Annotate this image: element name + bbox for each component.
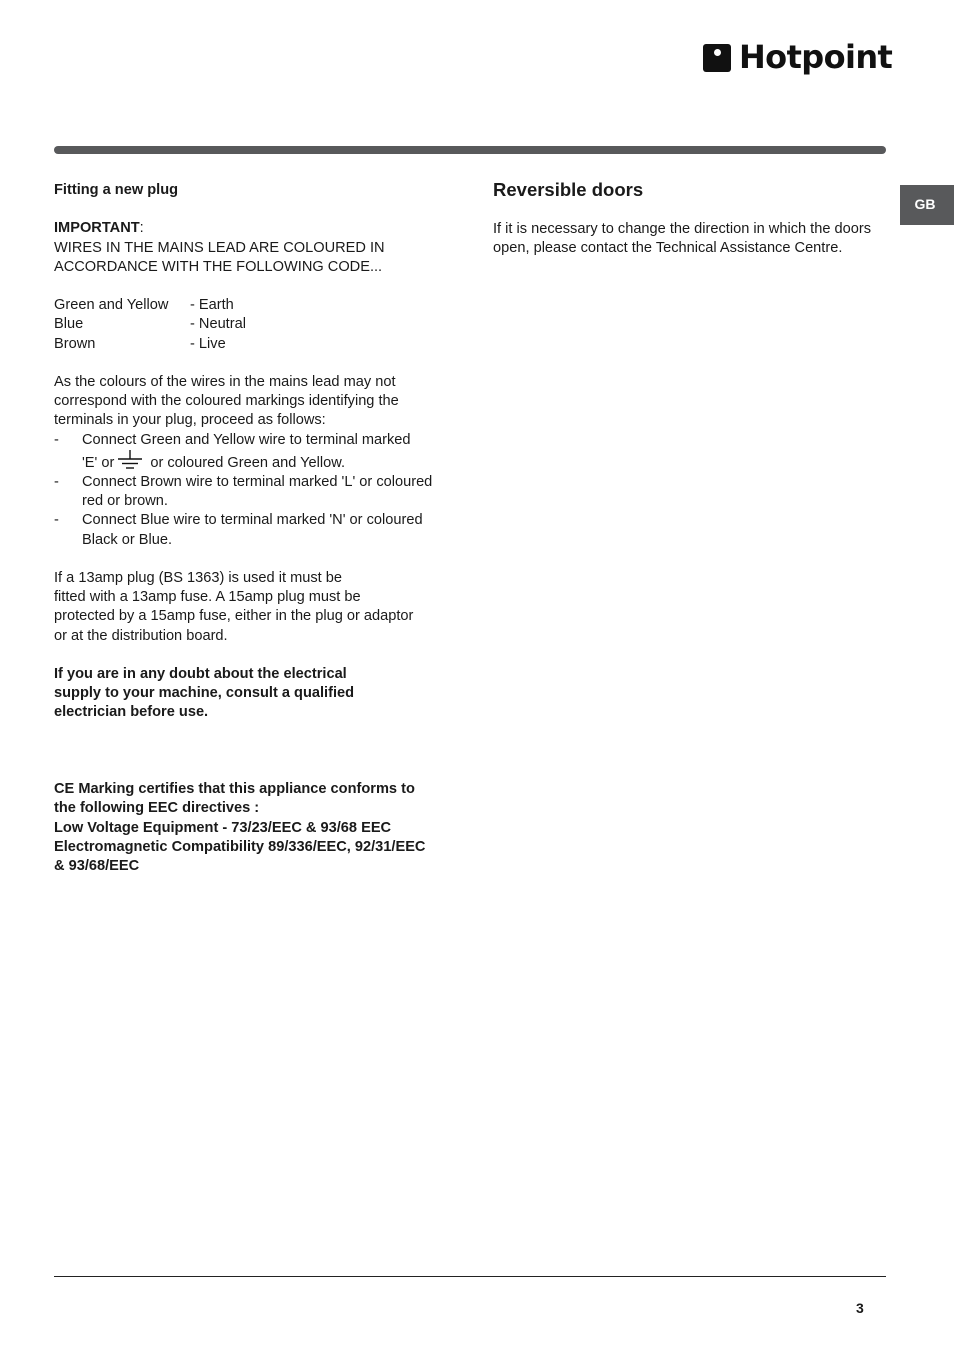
bullet-dash: - [54, 431, 59, 448]
important-heading: IMPORTANT: [54, 220, 144, 237]
wire-colour-table [54, 296, 454, 354]
bullet-dash: - [54, 512, 59, 529]
section-title-reversible-doors: Reversible doors [493, 179, 644, 200]
wire-use: - Neutral [190, 316, 246, 333]
header-divider [54, 146, 886, 154]
language-tab: GB [900, 185, 954, 225]
bullet-dash: - [54, 474, 59, 490]
ce-line-1: CE Marking certifies that this appliance conforms to [54, 781, 415, 798]
list-item: - Connect Green and Yellow wire to terminal marked 'E' or or coloured Green and Yellow. [54, 431, 454, 473]
ce-line-5: & 93/68/EEC [54, 857, 140, 874]
wire-row [54, 315, 454, 334]
list-item: - Connect Brown wire to terminal marked 'L' or coloured red or brown. [54, 473, 454, 511]
logo-mark-icon [703, 44, 731, 72]
page-number: 3 [856, 1300, 864, 1316]
section-title-fitting-plug: Fitting a new plug [54, 182, 179, 198]
fuse-line-1: If a 13amp plug (BS 1363) is used it must be [54, 570, 342, 586]
doubt-line-3: electrician before use. [54, 704, 209, 721]
list-item: - Connect Blue wire to terminal marked 'N' or coloured Black or Blue. [54, 511, 454, 549]
ce-line-4: Electromagnetic Compatibility 89/336/EEC, 92/31/EEC [54, 838, 426, 855]
wire-use: - Earth [190, 297, 234, 314]
left-column [54, 181, 454, 876]
fuse-line-3: protected by a 15amp fuse, either in the plug or adaptor [54, 608, 414, 625]
doubt-line-2: supply to your machine, consult a qualified [54, 685, 355, 702]
reversible-doors-body: If it is necessary to change the direction in which the doors open, please contact the Technical Assistance Centre. [493, 221, 872, 257]
ce-line-3: Low Voltage Equipment - 73/23/EEC & 93/68 EEC [54, 819, 392, 836]
wire-colour: Green and Yellow [54, 297, 169, 314]
wire-row [54, 335, 454, 354]
doubt-line-1: If you are in any doubt about the electrical [54, 666, 347, 682]
wire-use: - Live [190, 335, 226, 352]
wiring-intro: As the colours of the wires in the mains lead may not correspond with the coloured markings identifying the terminals in your plug, proceed as follows: [54, 373, 399, 429]
earth-symbol-icon [116, 450, 146, 470]
logo-wordmark: Hotpoint [739, 38, 893, 77]
ce-line-2: the following EEC directives : [54, 800, 260, 817]
wire-colour: Brown [54, 335, 96, 352]
important-line-1: WIRES IN THE MAINS LEAD ARE COLOURED IN [54, 239, 385, 256]
fuse-line-2: fitted with a 13amp fuse. A 15amp plug must be [54, 589, 361, 606]
right-column [493, 181, 878, 258]
footer-divider [54, 1276, 886, 1277]
wire-colour: Blue [54, 316, 84, 333]
wire-row [54, 296, 454, 315]
important-line-2: ACCORDANCE WITH THE FOLLOWING CODE... [54, 258, 383, 275]
hotpoint-logo [703, 38, 892, 78]
fuse-line-4: or at the distribution board. [54, 627, 228, 644]
